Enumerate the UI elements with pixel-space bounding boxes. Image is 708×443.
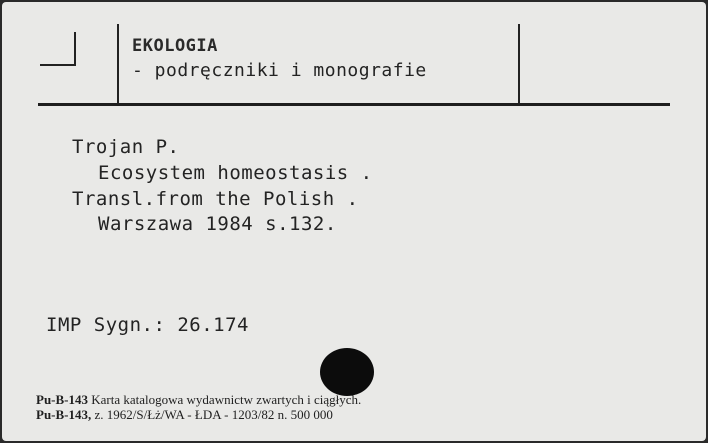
footer-code-1: Pu-B-143	[36, 392, 88, 407]
subject-heading: EKOLOGIA	[132, 36, 218, 56]
catalog-card	[2, 2, 706, 441]
header-rule	[38, 103, 670, 106]
call-number: IMP Sygn.: 26.174	[46, 314, 249, 336]
footer-text-2: z. 1962/S/Łż/WA - ŁDA - 1203/82 n. 500 000	[94, 407, 333, 422]
footer-line-1	[36, 392, 361, 408]
header-divider-right	[518, 24, 520, 104]
header-divider-left	[117, 24, 119, 104]
punch-hole	[320, 348, 374, 396]
footer-text-1: Karta katalogowa wydawnictw zwartych i ciągłych.	[91, 392, 362, 407]
entry-title: Ecosystem homeostasis .	[98, 162, 373, 184]
corner-bracket	[40, 32, 76, 66]
footer-line-2	[36, 407, 333, 423]
entry-author: Trojan P.	[72, 136, 180, 158]
entry-imprint: Warszawa 1984 s.132.	[98, 213, 337, 235]
subject-subheading: - podręczniki i monografie	[132, 60, 427, 81]
entry-translation: Transl.from the Polish .	[72, 188, 359, 210]
footer-code-2: Pu-B-143,	[36, 407, 92, 422]
